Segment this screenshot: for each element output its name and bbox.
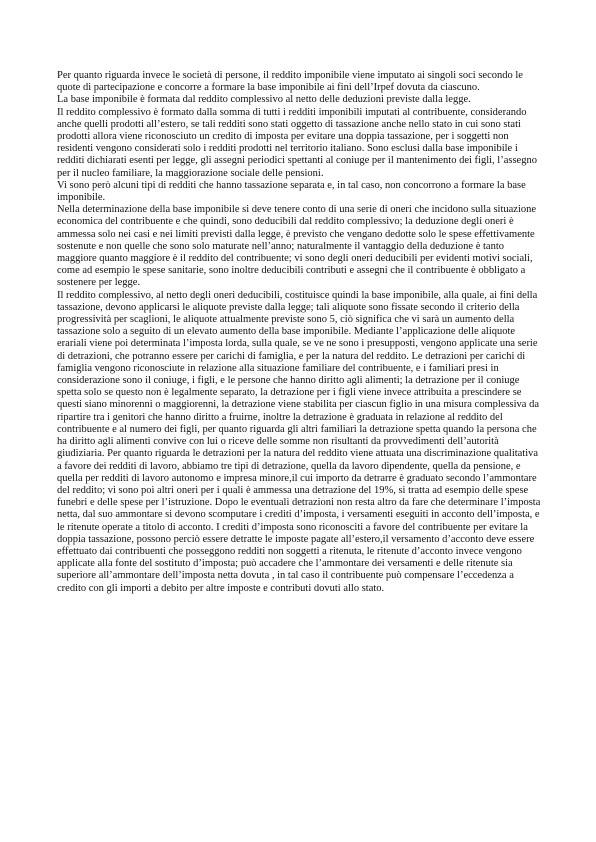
paragraph: Per quanto riguarda invece le società di persone, il reddito imponibile viene imputato ai singoli soci secondo le quote di partecipazione e concorre a formare la base imponibile ai fini dell’Irpef dovuta da ciascuno. <box>57 70 523 94</box>
document-body <box>57 70 545 595</box>
paragraph: La base imponibile è formata dal reddito complessivo al netto delle deduzioni previste dalla legge. <box>57 94 471 106</box>
paragraph: Il reddito complessivo è formato dalla somma di tutti i redditi imponibili imputati al contribuente, considerando anche quelli prodotti all’estero, se tali redditi sono stati oggetto di tassazione anche nello stato in cui sono stati prodotti allora viene riconosciuto un credito di imposta per evitare una doppia tassazione, per i soggetti non residenti vengono considerati solo i redditi prodotti nel territorio italiano. Sono esclusi dalla base imponibile i redditi dichiarati esenti per legge, gli assegni periodici spettanti al coniuge per il mantenimento dei figli, l’assegno per il nucleo familiare, la maggiorazione sociale delle pensioni. <box>57 106 537 179</box>
paragraph: Nella determinazione della base imponibile si deve tenere conto di una serie di oneri che incidono sulla situazione economica del contribuente e che quindi, sono deducibili dal reddito complessivo; la deduzione degli oneri è ammessa solo nei casi e nei limiti previsti dalla legge, è previsto che vengano dedotte solo le spese effettivamente sostenute e non quelle che sono solo maturate nell’anno; naturalmente il vantaggio della deduzione è tanto maggiore quanto maggiore è il reddito del contribuente; vi sono degli oneri deducibili per evidenti motivi sociali, come ad esempio le spese sanitarie, sono inoltre deducibili contributi e assegni che il contribuente è obbligato a sostenere per legge. <box>57 204 537 289</box>
paragraph: Vi sono però alcuni tipi di redditi che hanno tassazione separata e, in tal caso, non concorrono a formare la base imponibile. <box>57 179 526 204</box>
paragraph: Il reddito complessivo, al netto degli oneri deducibili, costituisce quindi la base imponibile, alla quale, ai fini della tassazione, devono applicarsi le aliquote previste dalla legge; tali aliquote sono fissate secondo il criterio della progressività per scaglioni, le aliquote attualmente previste sono 5, ciò significa che vi sarà un aumento della tassazione solo a seguito di un elevato aumento della base imponibile. Mediante l’applicazione delle aliquote erariali viene poi determinata l’imposta lorda, sulla quale, se ve ne sono i presupposti, vengono applicate una serie di detrazioni, che potranno essere per carichi di famiglia, e per la natura del reddito. Le detrazioni per carichi di famiglia vengono riconosciute in relazione alla situazione familiare del contribuente, e i familiari presi in considerazione sono il coniuge, i figli, e le persone che hanno diritto agli alimenti; la detrazione per il coniuge spetta solo se questo non è legalmente separato, la detrazione per i figli viene invece attribuita a prescindere se questi siano minorenni o maggiorenni, la detrazione viene stabilita per ciascun figlio in una misura complessiva da ripartire tra i genitori che hanno diritto a fruirne, inoltre la detrazione è graduata in relazione al reddito del contribuente e al numero dei figli, per quanto riguarda gli altri familiari la detrazione spetta quando la persona che ha diritto agli alimenti convive con lui o riceve delle somme non risultanti da provvedimenti dell’autorità giudiziaria. Per quanto riguarda le detrazioni per la natura del reddito viene attuata una discriminazione qualitativa a favore dei redditi di lavoro, abbiamo tre tipi di detrazione, quella da lavoro dipendente, quella da pensione, e quella per redditi di lavoro autonomo e impresa minore,il cui importo da detrarre è graduato secondo l’ammontare del reddito; vi sono poi altri oneri per i quali è ammessa una detrazione del 19%, si tratta ad esempio delle spese funebri e delle spese per l’istruzione. Dopo le eventuali detrazioni non resta altro da fare che determinare l’imposta netta, dal suo ammontare si devono scomputare i crediti d’imposta, i versamenti eseguiti in acconto dell’imposta, e le ritenute operate a titolo di acconto. I crediti d’imposta sono riconosciti a favore del contribuente per evitare la doppia tassazione, possono perciò essere detratte le imposte pagate all’estero,il versamento d’acconto deve essere effettuato dai contribuenti che posseggono redditi non soggetti a ritenuta, le ritenute d’acconto invece vengono applicate alla fonte del sostituto d’imposta; può accadere che l’ammontare dei versamenti e delle ritenute sia superiore all’ammontare dell’imposta netta dovuta , in tal caso il contribuente può compensare l’eccedenza a credito con gli importi a debito per altre imposte e contributi dovuti allo stato. <box>57 289 541 594</box>
